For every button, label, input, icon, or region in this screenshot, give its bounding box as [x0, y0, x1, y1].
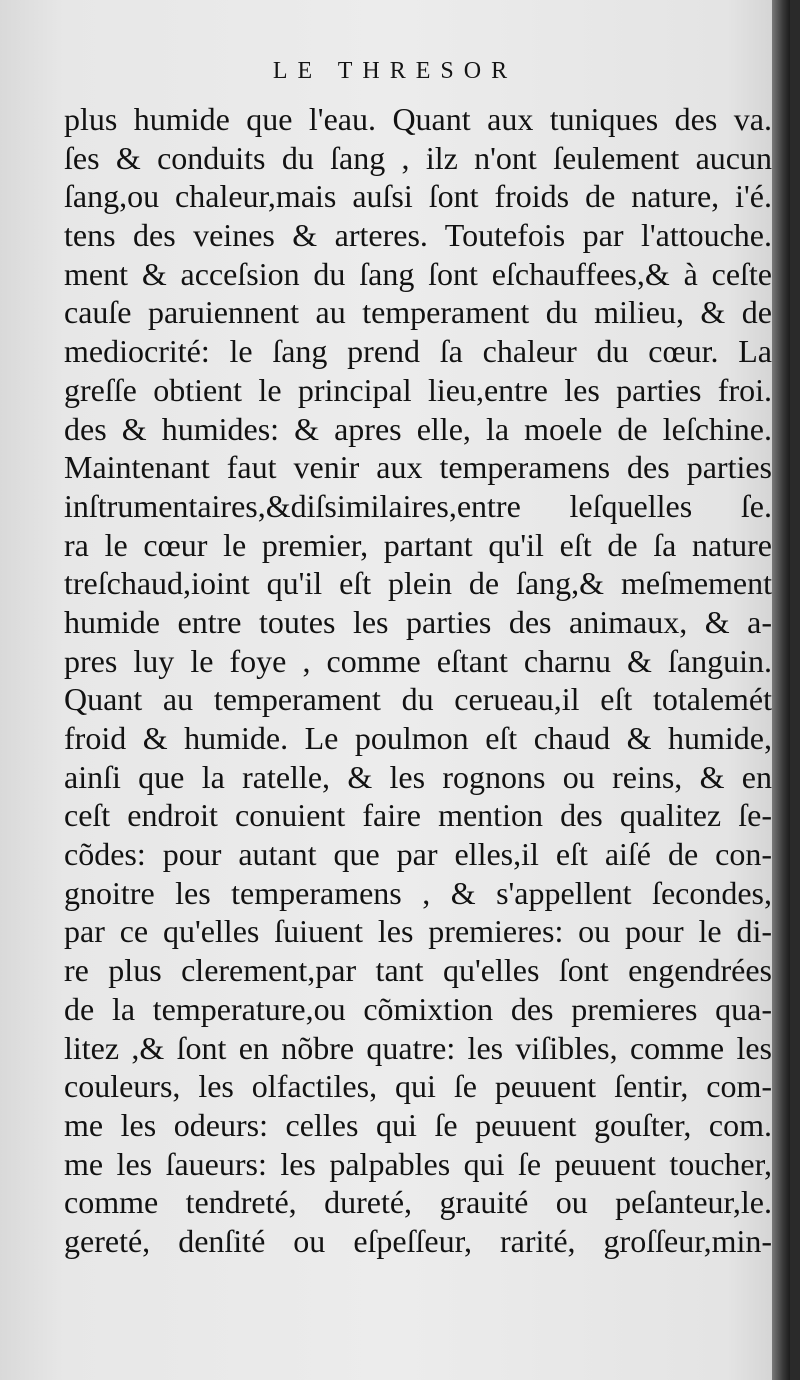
text-line: tens des veines & arteres. Toutefois par l'attouche.	[64, 217, 772, 254]
text-line: treſchaud,ioint qu'il eſt plein de ſang,& meſmement	[64, 565, 772, 602]
text-line: Maintenant faut venir aux temperamens des parties	[64, 449, 772, 486]
text-line: re plus clerement,par tant qu'elles ſont engendrées	[64, 952, 772, 989]
text-line: cõdes: pour autant que par elles,il eſt aiſé de con-	[64, 836, 772, 873]
text-line: froid & humide. Le poulmon eſt chaud & humide,	[64, 720, 772, 756]
text-line: litez ,& ſont en nõbre quatre: les viſibles, comme les	[64, 1029, 772, 1066]
text-line: gereté, denſité ou eſpeſſeur, rarité, groſſeur,min-	[64, 1222, 772, 1259]
text-line: humide entre toutes les parties des animaux, & a-	[64, 603, 772, 640]
text-line: mediocrité: le ſang prend ſa chaleur du cœur. La	[64, 333, 772, 370]
text-line: ſes & conduits du ſang , ilz n'ont ſeulement aucun	[64, 139, 772, 176]
text-line: ſang,ou chaleur,mais auſsi ſont froids de nature, i'é.	[64, 178, 772, 215]
text-line: des & humides: & apres elle, la moele de leſchine.	[64, 410, 772, 447]
text-line: gnoitre les temperamens , & s'appellent ſecondes,	[64, 874, 772, 911]
book-spine-shadow	[772, 0, 790, 1380]
running-header: LE THRESOR	[272, 58, 518, 84]
text-line: ainſi que la ratelle, & les rognons ou reins, & en	[64, 758, 772, 795]
text-line: ment & acceſsion du ſang ſont eſchauffees,& à ceſte	[64, 255, 772, 292]
text-line: couleurs, les olfactiles, qui ſe peuuent ſentir, com-	[64, 1068, 772, 1105]
text-line: pres luy le foye , comme eſtant charnu & ſanguin.	[64, 642, 772, 679]
text-line: Quant au temperament du cerueau,il eſt totalemét	[64, 681, 772, 718]
text-line: ra le cœur le premier, partant qu'il eſt de ſa nature	[64, 526, 772, 563]
text-line: plus humide que l'eau. Quant aux tuniques des va.	[64, 101, 772, 137]
text-line: cauſe paruiennent au temperament du milieu, & de	[64, 294, 772, 331]
body-text	[64, 100, 772, 1261]
text-line: me les ſaueurs: les palpables qui ſe peuuent toucher,	[64, 1145, 772, 1182]
text-line: par ce qu'elles ſuiuent les premieres: ou pour le di-	[64, 913, 772, 950]
text-line: de la temperature,ou cõmixtion des premieres qua-	[64, 990, 772, 1027]
text-line: me les odeurs: celles qui ſe peuuent gouſter, com.	[64, 1106, 772, 1143]
text-line: comme tendreté, dureté, grauité ou peſanteur,le.	[64, 1184, 772, 1221]
text-line: greſſe obtient le principal lieu,entre les parties froi.	[64, 371, 772, 408]
text-line: ceſt endroit conuient faire mention des qualitez ſe-	[64, 797, 772, 834]
text-line: inſtrumentaires,&diſsimilaires,entre leſquelles ſe.	[64, 487, 772, 524]
